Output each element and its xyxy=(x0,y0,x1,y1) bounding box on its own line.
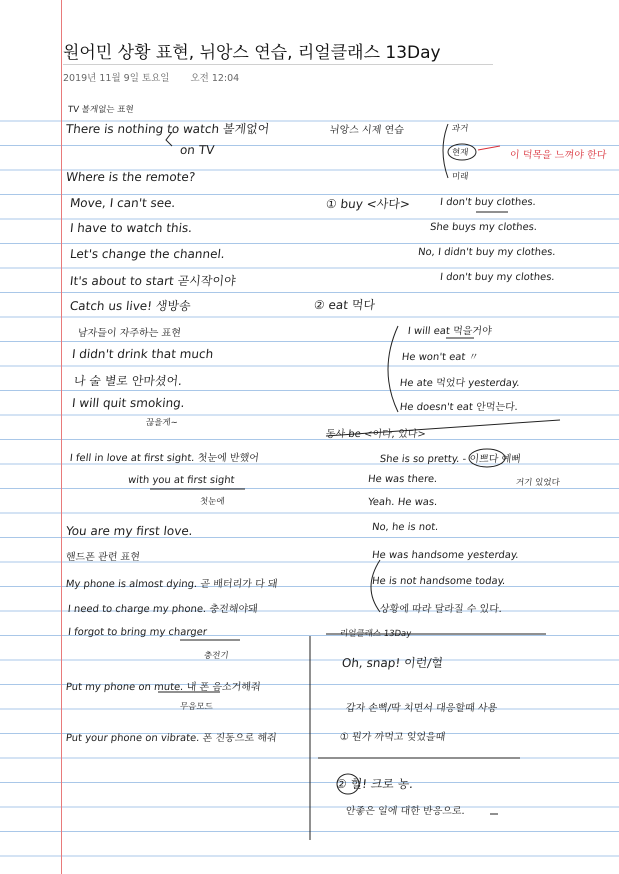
note-line: 갑자 손뼉/딱 치면서 대응할때 사용 xyxy=(345,703,498,714)
page-datetime xyxy=(63,70,257,84)
note-line: Yeah. He was. xyxy=(367,497,438,508)
note-line: 핸드폰 관련 표현 xyxy=(65,552,141,563)
note-line: ① 뭔가 까먹고 잊었을때 xyxy=(339,732,446,743)
note-line: ① buy <사다> xyxy=(325,197,411,211)
note-line: I will quit smoking. xyxy=(71,396,186,410)
note-line: Catch us live! 생방송 xyxy=(69,299,192,313)
eat-bracket xyxy=(388,326,398,412)
note-line: You are my first love. xyxy=(65,524,194,538)
note-line: Put my phone on mute. 내 폰 음소거해줘 xyxy=(65,682,262,693)
note-line: Where is the remote? xyxy=(65,170,196,184)
note-line: He was there. xyxy=(367,474,438,485)
note-line: She buys my clothes. xyxy=(429,222,538,233)
note-line: He doesn't eat 안먹는다. xyxy=(399,402,519,413)
note-line: 충전기 xyxy=(203,651,230,661)
note-line: ② 헐! 크로 농. xyxy=(335,777,414,791)
note-line: 현재 xyxy=(451,148,469,158)
note-line: Let's change the channel. xyxy=(69,247,226,261)
note-line: 상황에 따라 달라질 수 있다. xyxy=(379,604,503,615)
note-line: 끊을게~ xyxy=(145,418,179,428)
note-line: with you at first sight xyxy=(127,475,236,486)
note-line: 거기 있었다 xyxy=(515,478,561,488)
note-line: 과거 xyxy=(451,124,469,134)
note-line: My phone is almost dying. 곧 배터리가 다 돼 xyxy=(65,579,279,590)
note-line: 뉘앙스 시제 연습 xyxy=(329,125,405,136)
note-line: 남자들이 자주하는 표현 xyxy=(77,328,182,339)
note-line: She is so pretty. - 이쁘다 예뻐 xyxy=(379,454,522,465)
red-arrow xyxy=(478,146,500,150)
note-line: He was handsome yesterday. xyxy=(371,550,520,561)
margin-line xyxy=(61,0,62,874)
note-line: I forgot to bring my charger xyxy=(67,627,208,638)
note-line: 안좋은 일에 대한 반응으로. xyxy=(345,806,466,817)
note-line: Oh, snap! 이런/헐 xyxy=(341,656,444,670)
note-line: It's about to start 곧시작이야 xyxy=(69,274,237,288)
page-date: 2019년 11월 9일 토요일 xyxy=(63,73,170,84)
tense-bracket xyxy=(443,124,448,178)
note-line: TV 볼게없는 표현 xyxy=(67,105,135,115)
note-line: I fell in love at first sight. 첫눈에 반했어 xyxy=(69,453,260,464)
note-line: 첫눈에 xyxy=(199,497,226,507)
red-annotation: 이 덕목을 느껴야 한다 xyxy=(509,150,607,161)
note-line: 미래 xyxy=(451,172,469,182)
note-line: He won't eat 〃 xyxy=(401,352,480,363)
note-line: He ate 먹었다 yesterday. xyxy=(399,378,521,389)
note-line: I didn't drink that much xyxy=(71,347,215,361)
note-line: ② eat 먹다 xyxy=(313,298,376,312)
page-time: 오전 12:04 xyxy=(190,73,240,84)
note-line: There is nothing to watch 볼게없어 xyxy=(65,122,271,136)
note-line: No, I didn't buy my clothes. xyxy=(417,247,557,258)
note-line: He is not handsome today. xyxy=(371,576,506,587)
note-line: Move, I can't see. xyxy=(69,196,177,210)
note-line: Put your phone on vibrate. 폰 진동으로 해줘 xyxy=(65,733,278,744)
note-line: I need to charge my phone. 충전해야돼 xyxy=(67,604,259,615)
note-line: I have to watch this. xyxy=(69,221,193,235)
note-line: I don't buy clothes. xyxy=(439,197,537,208)
note-line: 리얼클래스 13Day xyxy=(339,629,412,639)
title-divider xyxy=(63,64,493,65)
note-line: I don't buy my clothes. xyxy=(439,272,556,283)
note-line: No, he is not. xyxy=(371,522,439,533)
note-line: on TV xyxy=(179,143,216,157)
note-line: I will eat 먹을거야 xyxy=(407,326,493,337)
note-line: 나 술 별로 안마셨어. xyxy=(73,374,183,388)
note-line: 무음모드 xyxy=(179,702,214,712)
page-title: 원어민 상황 표현, 뉘앙스 연습, 리얼클래스 13Day xyxy=(63,43,441,63)
note-line: 동사 be <이다, 있다> xyxy=(325,429,427,440)
